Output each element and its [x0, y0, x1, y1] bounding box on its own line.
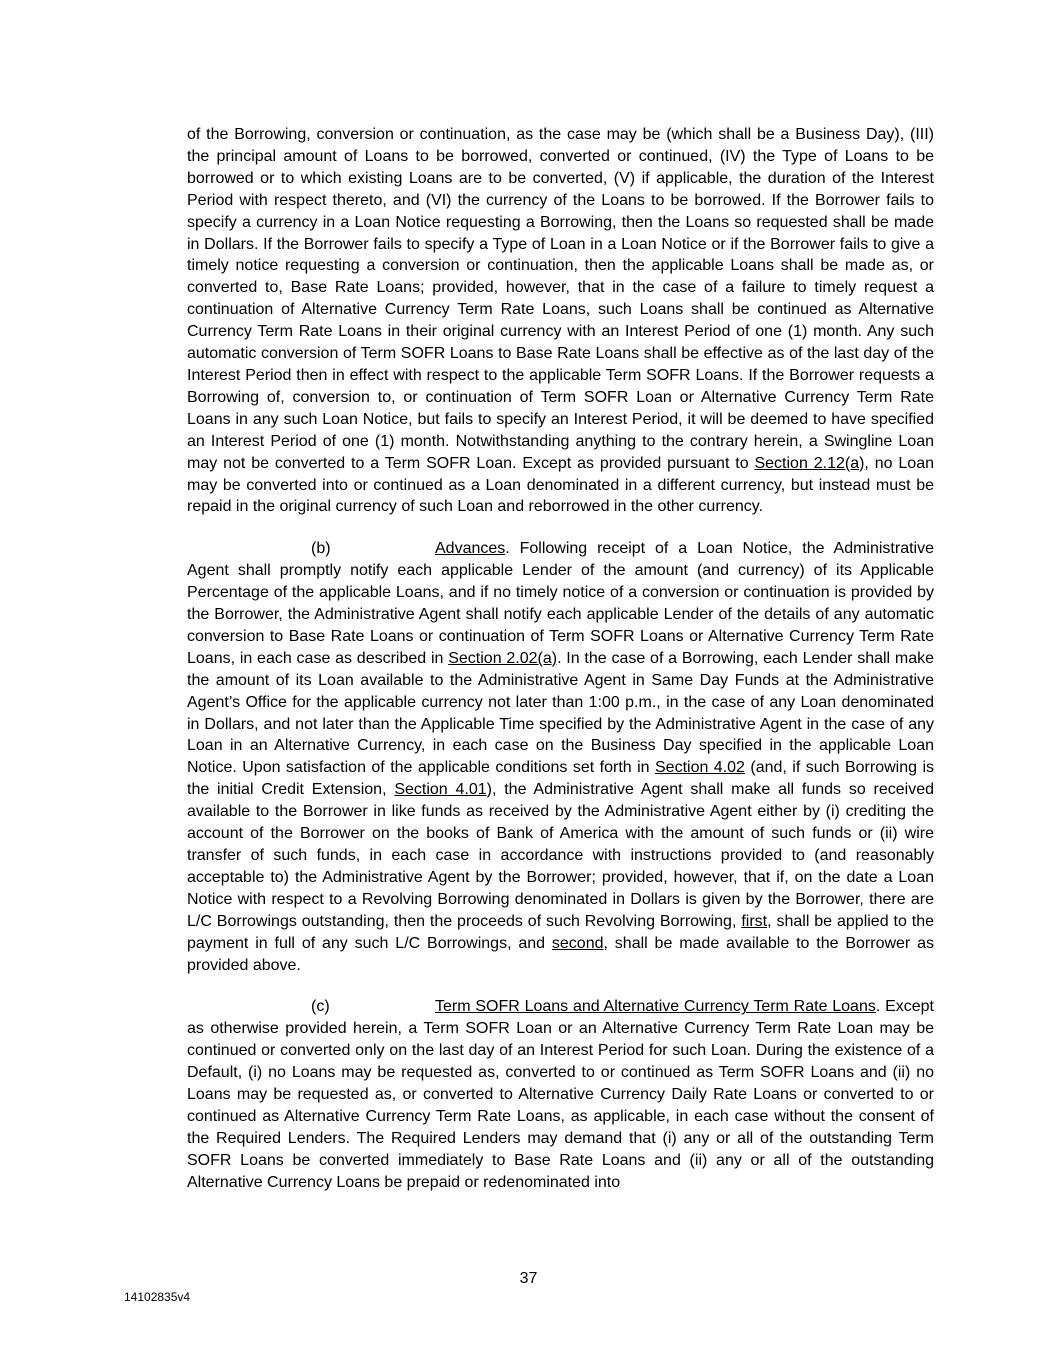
section-b-text: . In the case of a Borrowing, each Lender shall make the amount of its Loan available to the Administrative Agent in Same Day Funds at the Administrative Agent’s Office for the applicable currency not later than 1:00 p.m., in the case of any Loan denominated in Dollars, and not later than the Applicable Time specified by the Administrative Agent in the case of any Loan in an Alternative Currency, in each case on the Business Day specified in the applicable Loan Notice. Upon satisfaction of the applicable conditions set forth in	[187, 649, 935, 777]
section-b-text: ), the Administrative Agent shall make all funds so received available to the Borrower in like funds as received by the Administrative Agent either by (i) crediting the account of the Borrower on the books of Bank of America with the amount of such funds or (ii) wire transfer of such funds, in each case in accordance with instructions provided to (and reasonably acceptable to) the Administrative Agent by the Borrower; provided, however, that if, on the date a Loan Notice with respect to a Revolving Borrowing denominated in Dollars is given by the Borrower, there are L/C Borrowings outstanding, then the proceeds of such Revolving Borrowing,	[187, 781, 935, 930]
section-b-text: , shall be applied to the payment in full of any such L/C Borrowings, and	[187, 912, 935, 952]
page-number: 37	[519, 1270, 538, 1287]
document-id: 14102835v4	[124, 1290, 191, 1304]
section-b-text: , shall be made available to the Borrower as provided above.	[187, 934, 934, 974]
continuation-text: of the Borrowing, conversion or continuation, as the case may be (which shall be a Business Day), (III) the principal amount of Loans to be borrowed, converted or continued, (IV) the Type of Loans to be borrowed or to which existing Loans are to be converted, (V) if applicable, the duration of the Interest Period with respect thereto, and (VI) the currency of the Loans to be borrowed. If the Borrower fails to specify a currency in a Loan Notice requesting a Borrowing, then the Loans so requested shall be made in Dollars. If the Borrower fails to specify a Type of Loan in a Loan Notice or if the Borrower fails to give a timely notice requesting a conversion or continuation, then the applicable Loans shall be made as, or converted to, Base Rate Loans; provided, however, that in the case of a failure to timely request a continuation of Alternative Currency Term Rate Loans, such Loans shall be continued as Alternative Currency Term Rate Loans in their original currency with an Interest Period of one (1) month. Any such automatic conversion of Term SOFR Loans to Base Rate Loans shall be effective as of the last day of the Interest Period then in effect with respect to the applicable Term SOFR Loans. If the Borrower requests a Borrowing of, conversion to, or continuation of Term SOFR Loan or Alternative Currency Term Rate Loans in any such Loan Notice, but fails to specify an Interest Period, it will be deemed to have specified an Interest Period of one (1) month. Notwithstanding anything to the contrary herein, a Swingline Loan may not be converted to a Term SOFR Loan. Except as provided pursuant to	[187, 126, 934, 472]
section-b-heading: Advances	[435, 540, 506, 558]
section-b-text: (and, if such Borrowing is the initial Credit Extension,	[187, 759, 935, 799]
section-b-label: (b)	[311, 540, 331, 558]
section-b-cross-reference: first	[741, 912, 768, 930]
section-c-heading: Term SOFR Loans and Alternative Currency Term Rate Loans	[435, 998, 876, 1016]
section-c-paragraph	[187, 996, 934, 1193]
section-b-cross-reference: Section 4.01	[394, 781, 487, 799]
section-b-cross-reference: second	[551, 934, 604, 952]
section-c-label: (c)	[311, 998, 330, 1016]
continuation-cross-reference: Section 2.12(a)	[754, 454, 865, 472]
continuation-text: , no Loan may be converted into or continued as a Loan denominated in a different currency, but instead must be repaid in the original currency of such Loan and reborrowed in the other currency.	[187, 454, 934, 516]
section-c-text: . Except as otherwise provided herein, a Term SOFR Loan or an Alternative Currency Term Rate Loan may be continued or converted only on the last day of an Interest Period for such Loan. During the existence of a Default, (i) no Loans may be requested as, converted to or continued as Term SOFR Loans and (ii) no Loans may be requested as, or converted to Alternative Currency Daily Rate Loans or converted to or continued as Alternative Currency Term Rate Loans, as applicable, in each case without the consent of the Required Lenders. The Required Lenders may demand that (i) any or all of the outstanding Term SOFR Loans be converted immediately to Base Rate Loans and (ii) any or all of the outstanding Alternative Currency Loans be prepaid or redenominated into	[187, 998, 935, 1191]
continuation-paragraph	[187, 124, 934, 518]
section-b-cross-reference: Section 4.02	[655, 759, 745, 777]
section-b-body	[187, 540, 934, 973]
section-b-text: . Following receipt of a Loan Notice, the Administrative Agent shall promptly notify each applicable Lender of the amount (and currency) of its Applicable Percentage of the applicable Loans, and if no timely notice of a conversion or continuation is provided by the Borrower, the Administrative Agent shall notify each applicable Lender of the details of any automatic conversion to Base Rate Loans or continuation of Term SOFR Loans or Alternative Currency Term Rate Loans, in each case as described in	[187, 540, 934, 667]
section-b-paragraph	[187, 538, 934, 976]
document-body	[187, 124, 934, 1214]
section-c-body	[187, 998, 934, 1190]
section-b-cross-reference: Section 2.02(a)	[448, 649, 558, 667]
